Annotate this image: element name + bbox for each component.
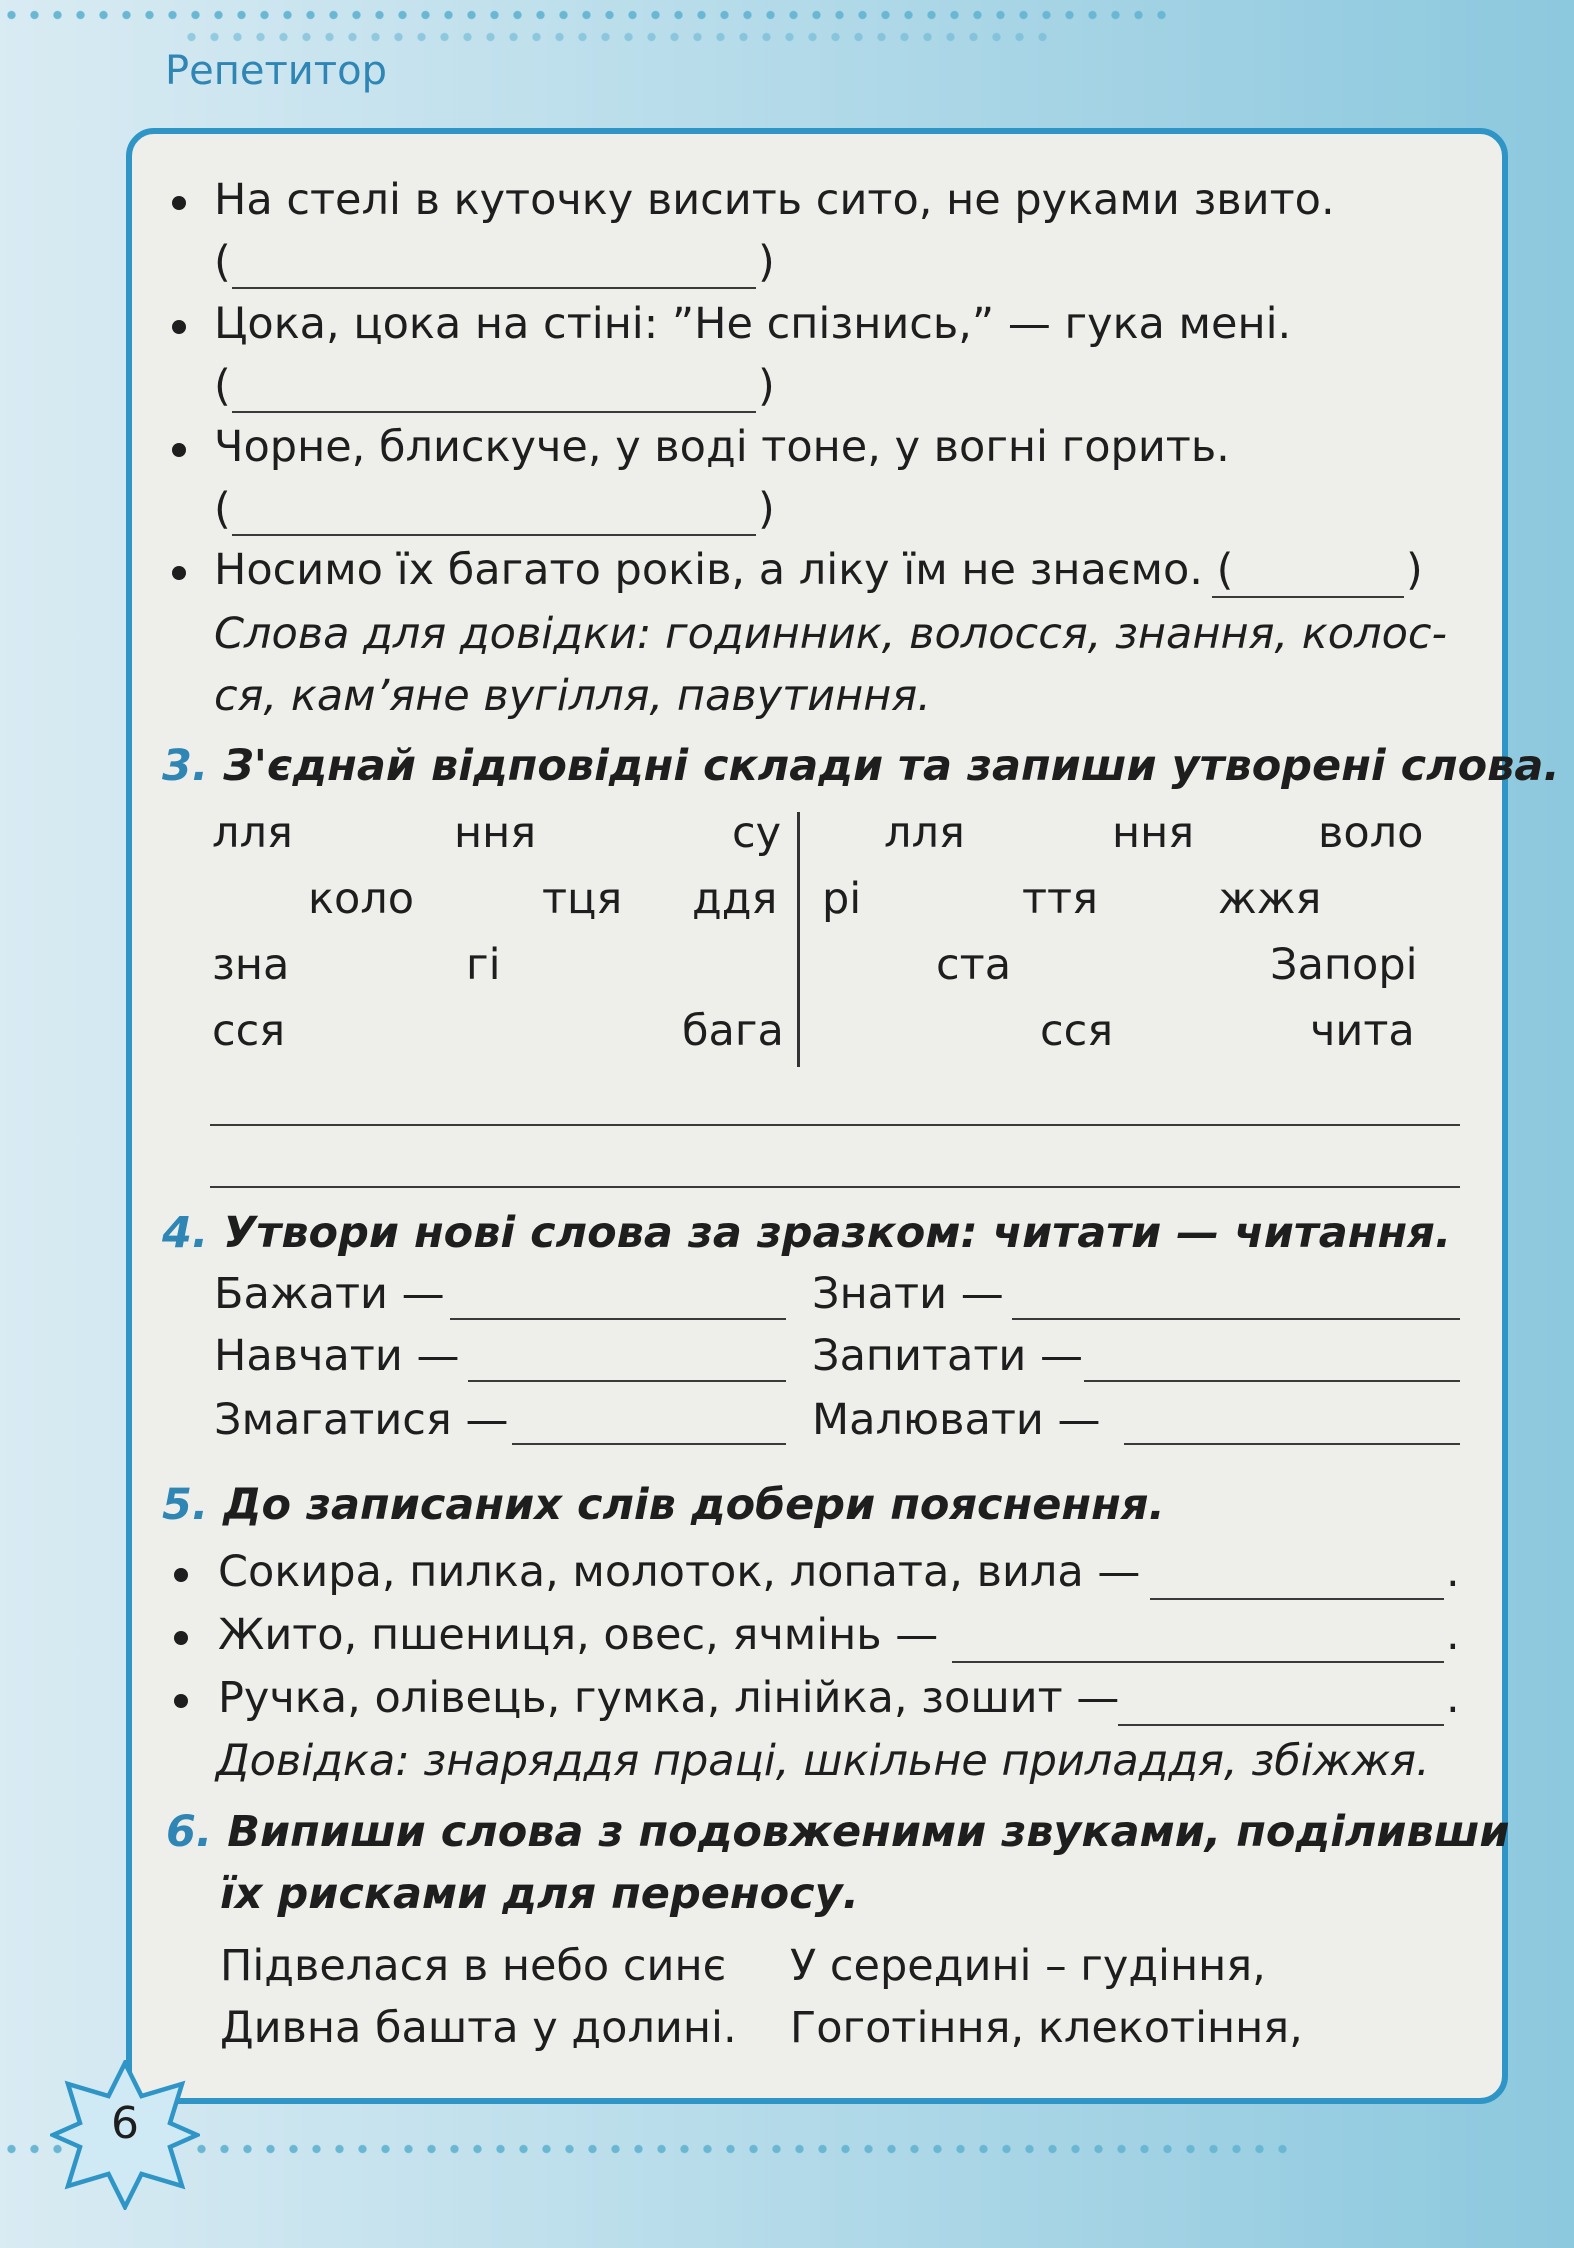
word-prompt: Бажати — xyxy=(214,1269,445,1319)
poem-line: Підвелася в небо синє xyxy=(220,1941,727,1991)
syllable: ння xyxy=(454,808,537,858)
bullet xyxy=(174,1568,188,1582)
syllable-divider xyxy=(797,812,800,1067)
syllable: зна xyxy=(212,940,290,990)
word-prompt: Змагатися — xyxy=(214,1395,509,1445)
riddle-1-open-paren: ( xyxy=(214,237,231,287)
riddle-3-close-paren: ) xyxy=(758,484,775,534)
task-3-number: 3. xyxy=(162,741,209,791)
syllable: тця xyxy=(542,874,623,924)
task-5-hint: Довідка: знаряддя праці, шкільне приладдя, збіжжя. xyxy=(216,1736,1430,1786)
syllable: жжя xyxy=(1218,874,1322,924)
syllable: чита xyxy=(1310,1006,1415,1056)
task-5-title: До записаних слів добери пояснення. xyxy=(223,1480,1165,1530)
period: . xyxy=(1446,1610,1460,1660)
riddle-4-close-paren: ) xyxy=(1406,545,1423,595)
riddle-1-close-paren: ) xyxy=(758,237,775,287)
answer-line[interactable] xyxy=(1124,1443,1460,1445)
task-4-number: 4. xyxy=(162,1208,209,1258)
answer-line[interactable] xyxy=(952,1661,1444,1663)
riddle-1-answer-line[interactable] xyxy=(232,287,756,289)
syllable: бага xyxy=(682,1006,784,1056)
answer-line[interactable] xyxy=(210,1186,1460,1188)
period: . xyxy=(1446,1547,1460,1597)
page-header-title: Репетитор xyxy=(165,48,387,94)
decorative-dots-top xyxy=(0,8,1170,22)
word-prompt: Навчати — xyxy=(214,1331,460,1381)
answer-line[interactable] xyxy=(450,1318,786,1320)
answer-line[interactable] xyxy=(210,1124,1460,1126)
syllable: ння xyxy=(1112,808,1195,858)
riddle-3-text: Чорне, блискуче, у воді тоне, у вогні горить. xyxy=(214,422,1230,472)
riddle-2-answer-line[interactable] xyxy=(232,411,756,413)
hint-words-line-2: ся, кам’яне вугілля, павутиння. xyxy=(214,671,931,721)
explanation-prompt: Ручка, олівець, гумка, лінійка, зошит — xyxy=(218,1673,1120,1723)
syllable: лля xyxy=(884,808,965,858)
task-3-title: З'єднай відповідні склади та запиши утворені слова. xyxy=(223,741,1560,791)
answer-line[interactable] xyxy=(1012,1318,1460,1320)
explanation-prompt: Жито, пшениця, овес, ячмінь — xyxy=(218,1610,939,1660)
explanation-prompt: Сокира, пилка, молоток, лопата, вила — xyxy=(218,1547,1141,1597)
bullet xyxy=(172,320,186,334)
answer-line[interactable] xyxy=(1118,1724,1444,1726)
answer-line[interactable] xyxy=(1150,1598,1444,1600)
task-6-heading-line-1 xyxy=(166,1807,1510,1857)
syllable: сся xyxy=(212,1006,286,1056)
page-number: 6 xyxy=(111,2098,139,2149)
syllable: ста xyxy=(936,940,1012,990)
syllable: ддя xyxy=(692,874,778,924)
answer-line[interactable] xyxy=(468,1380,786,1382)
answer-line[interactable] xyxy=(512,1443,786,1445)
word-prompt: Знати — xyxy=(812,1269,1004,1319)
riddle-4-answer-line[interactable] xyxy=(1212,596,1404,598)
riddle-2-text: Цока, цока на стіні: ”Не спізнись,” — гука мені. xyxy=(214,299,1292,349)
syllable: ття xyxy=(1022,874,1098,924)
riddle-3-answer-line[interactable] xyxy=(232,534,756,536)
syllable: рі xyxy=(822,874,862,924)
answer-line[interactable] xyxy=(1084,1380,1460,1382)
decorative-dots-bottom xyxy=(190,2142,1290,2156)
syllable: гі xyxy=(466,940,501,990)
task-6-title-line-1: Випиши слова з подовженими звуками, поділивши xyxy=(227,1807,1510,1857)
bullet xyxy=(172,196,186,210)
riddle-3-open-paren: ( xyxy=(214,484,231,534)
bullet xyxy=(172,443,186,457)
poem-line: Дивна башта у долині. xyxy=(220,2003,737,2053)
task-5-heading xyxy=(162,1480,1165,1530)
task-6-number: 6. xyxy=(166,1807,213,1857)
hint-words-line-1: Слова для довідки: годинник, волосся, знання, колос- xyxy=(214,609,1448,659)
riddle-2-open-paren: ( xyxy=(214,361,231,411)
task-5-number: 5. xyxy=(162,1480,209,1530)
task-6-title-line-2: їх рисками для переносу. xyxy=(220,1869,860,1919)
syllable: воло xyxy=(1318,808,1424,858)
decorative-dots-top-faded xyxy=(180,30,1060,44)
poem-line: У середині – гудіння, xyxy=(790,1941,1266,1991)
bullet xyxy=(174,1694,188,1708)
period: . xyxy=(1446,1673,1460,1723)
poem-line: Гоготіння, клекотіння, xyxy=(790,2003,1303,2053)
syllable: сся xyxy=(1040,1006,1114,1056)
syllable: су xyxy=(732,808,782,858)
syllable: Запорі xyxy=(1270,940,1418,990)
word-prompt: Запитати — xyxy=(812,1331,1084,1381)
riddle-4-text: Носимо їх багато років, а ліку їм не знаємо. ( xyxy=(214,545,1234,595)
word-prompt: Малювати — xyxy=(812,1395,1101,1445)
syllable: лля xyxy=(212,808,293,858)
task-4-heading xyxy=(162,1208,1451,1258)
bullet xyxy=(172,566,186,580)
riddle-1-text: На стелі в куточку висить сито, не руками звито. xyxy=(214,175,1335,225)
syllable: коло xyxy=(308,874,415,924)
task-3-heading xyxy=(162,741,1560,791)
task-4-title: Утвори нові слова за зразком: читати — читання. xyxy=(223,1208,1452,1258)
bullet xyxy=(174,1631,188,1645)
riddle-2-close-paren: ) xyxy=(758,361,775,411)
